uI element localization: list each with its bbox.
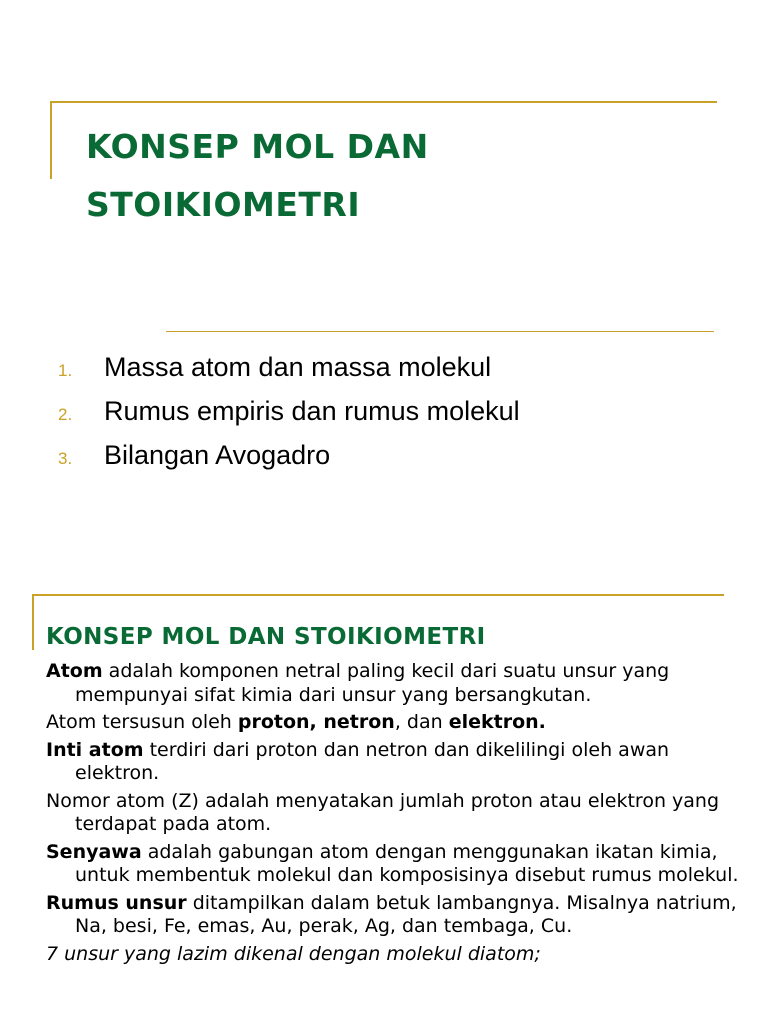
paragraph-text: ditampilkan dalam betuk lambangnya. Misalnya natrium, Na, besi, Fe, emas, Au, perak, Ag, dan tembaga, Cu. <box>75 891 737 937</box>
term-proton-netron: proton, netron <box>237 711 395 733</box>
paragraph-text: , dan <box>394 711 449 733</box>
list-text: Bilangan Avogadro <box>104 440 331 470</box>
paragraph-rumus-unsur <box>46 892 746 939</box>
term-elektron: elektron. <box>448 711 546 733</box>
paragraph-senyawa <box>46 841 746 888</box>
paragraph-text: Atom tersusun oleh <box>46 711 238 733</box>
title-line-1: KONSEP MOL DAN <box>86 127 429 166</box>
title-line-2: STOIKIOMETRI <box>86 185 361 224</box>
slide-2-title: KONSEP MOL DAN STOIKIOMETRI <box>46 624 486 650</box>
slide-2 <box>0 590 768 1024</box>
paragraph-text: Nomor atom (Z) adalah menyatakan jumlah proton atau elektron yang terdapat pada atom. <box>46 789 720 835</box>
paragraph-italic-text: 7 unsur yang lazim dikenal dengan molekul diatom; <box>46 942 541 965</box>
list-number: 1. <box>58 361 73 380</box>
term-rumus-unsur: Rumus unsur <box>46 891 187 914</box>
subtitle-divider-line <box>166 331 714 332</box>
list-item <box>58 352 520 396</box>
slide-2-frame-top-line <box>32 594 724 596</box>
paragraph-text: adalah komponen netral paling kecil dari suatu unsur yang mempunyai sifat kimia dari unsur yang bersangkutan. <box>75 660 670 706</box>
term-senyawa: Senyawa <box>46 840 142 863</box>
slide-2-body <box>46 660 746 970</box>
paragraph-text: adalah gabungan atom dengan menggunakan ikatan kimia, untuk membentuk molekul dan komposisinya disebut rumus molekul. <box>75 840 739 886</box>
title-frame-top-line <box>50 101 717 103</box>
paragraph-diatom <box>46 943 746 967</box>
list-item <box>58 396 520 440</box>
paragraph-atom-composition <box>46 711 746 735</box>
slide-1-title <box>86 118 606 234</box>
list-text: Rumus empiris dan rumus molekul <box>104 396 520 426</box>
topic-list <box>58 352 520 484</box>
slide-2-frame-left-line <box>32 594 34 650</box>
title-frame-left-line <box>50 101 52 179</box>
paragraph-text: terdiri dari proton dan netron dan dikelilingi oleh awan elektron. <box>75 738 670 784</box>
term-inti-atom: Inti atom <box>46 738 144 761</box>
paragraph-atom <box>46 660 746 707</box>
list-text: Massa atom dan massa molekul <box>104 352 492 382</box>
paragraph-nomor-atom <box>46 790 746 837</box>
paragraph-inti-atom <box>46 739 746 786</box>
list-item <box>58 440 520 484</box>
term-atom: Atom <box>46 660 103 682</box>
list-number: 3. <box>58 449 73 468</box>
list-number: 2. <box>58 405 73 424</box>
